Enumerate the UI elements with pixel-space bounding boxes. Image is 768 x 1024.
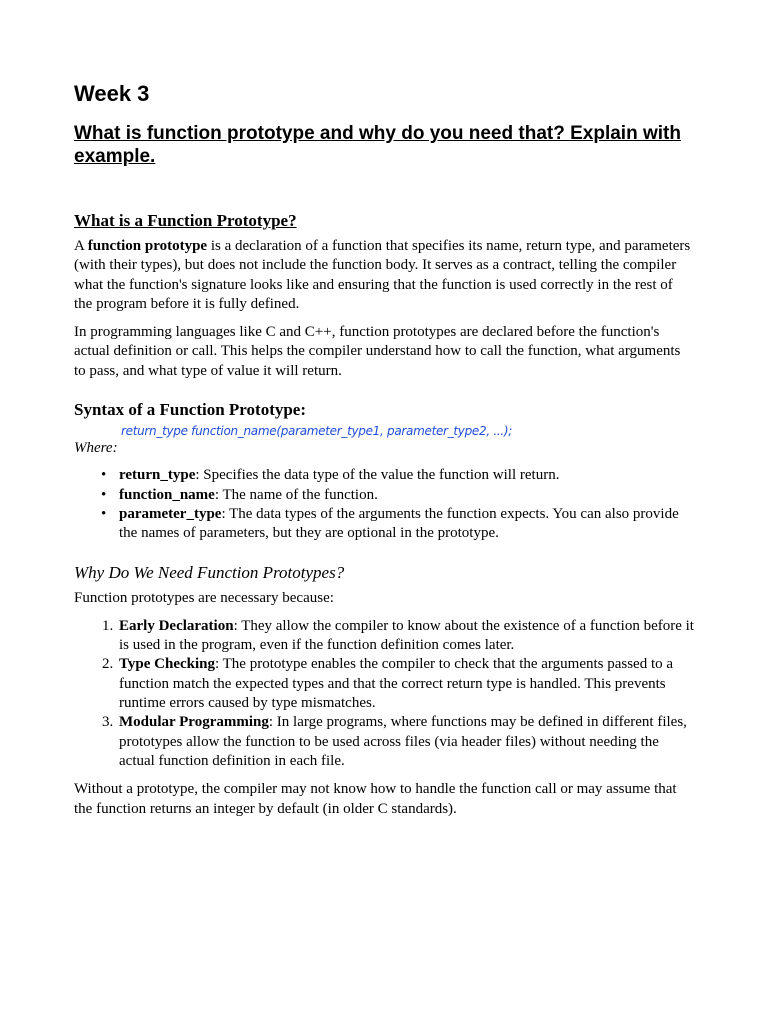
term-function-prototype: function prototype bbox=[87, 238, 208, 254]
list-item-term: Type Checking bbox=[119, 656, 215, 673]
paragraph-definition bbox=[74, 237, 694, 314]
list-item-term: parameter_type bbox=[119, 505, 222, 522]
list-number: 2. bbox=[102, 656, 114, 673]
bullet-icon: • bbox=[101, 467, 107, 484]
reasons-list bbox=[74, 617, 694, 771]
bullet-icon: • bbox=[101, 486, 107, 503]
week-heading: Week 3 bbox=[74, 81, 150, 106]
list-item-term: function_name bbox=[119, 486, 215, 503]
paragraph-rest: is a declaration of a function that specifies its name, return type, and parameters (with their types), but does not include the function body. It serves as a contract, telling the compiler what the function's signature looks like and ensuring that the function is used correctly in the rest of the program before it is fully defined. bbox=[74, 238, 691, 312]
paragraph-languages: In programming languages like C and C++, function prototypes are declared before the function's actual definition or call. This helps the compiler understand how to call the function, what arguments to pass, and what type of value it will return. bbox=[74, 324, 681, 379]
list-item-desc: : The name of the function. bbox=[214, 486, 378, 503]
list-item-desc: : Specifies the data type of the value the function will return. bbox=[195, 467, 560, 484]
where-label: Where: bbox=[74, 440, 118, 457]
list-item-desc: : In large programs, where functions may be defined in different files, prototypes allow the function to be used across files (via header files) without needing the actual function definition in each file. bbox=[119, 714, 687, 769]
section-heading-syntax: Syntax of a Function Prototype: bbox=[74, 400, 307, 420]
list-number: 1. bbox=[102, 617, 114, 634]
list-item bbox=[101, 466, 694, 485]
bullet-icon: • bbox=[101, 505, 107, 522]
list-item-term: return_type bbox=[119, 467, 196, 484]
list-item-term: Early Declaration bbox=[119, 617, 234, 634]
list-item-desc: : They allow the compiler to know about the existence of a function before it is used in the program, even if the function definition comes later. bbox=[119, 617, 694, 654]
paragraph-lead: A bbox=[74, 238, 88, 254]
list-item bbox=[102, 617, 694, 656]
document-content bbox=[74, 80, 694, 828]
section-heading-what: What is a Function Prototype? bbox=[74, 211, 297, 230]
list-number: 3. bbox=[102, 714, 114, 731]
list-item bbox=[101, 486, 694, 505]
parameter-list bbox=[74, 466, 694, 543]
list-item-desc: : The prototype enables the compiler to check that the arguments passed to a function match the expected types and that the correct return type is handled. This prevents runtime errors caused by type mismatches. bbox=[119, 656, 674, 712]
paragraph-why-intro: Function prototypes are necessary because: bbox=[74, 589, 334, 606]
syntax-code-line: return_type function_name(parameter_type1, parameter_type2, ...); bbox=[121, 424, 513, 439]
paragraph-closing: Without a prototype, the compiler may not know how to handle the function call or may assume that the function returns an integer by default (in older C standards). bbox=[74, 781, 677, 817]
section-heading-why: Why Do We Need Function Prototypes? bbox=[74, 562, 345, 582]
list-item-term: Modular Programming bbox=[119, 714, 269, 731]
question-heading: What is function prototype and why do you need that? Explain with example. bbox=[74, 123, 681, 167]
list-item bbox=[101, 505, 694, 544]
list-item-desc: : The data types of the arguments the function expects. You can also provide the names of parameters, but they are optional in the prototype. bbox=[119, 505, 679, 542]
list-item bbox=[102, 655, 694, 713]
list-item bbox=[102, 713, 694, 771]
